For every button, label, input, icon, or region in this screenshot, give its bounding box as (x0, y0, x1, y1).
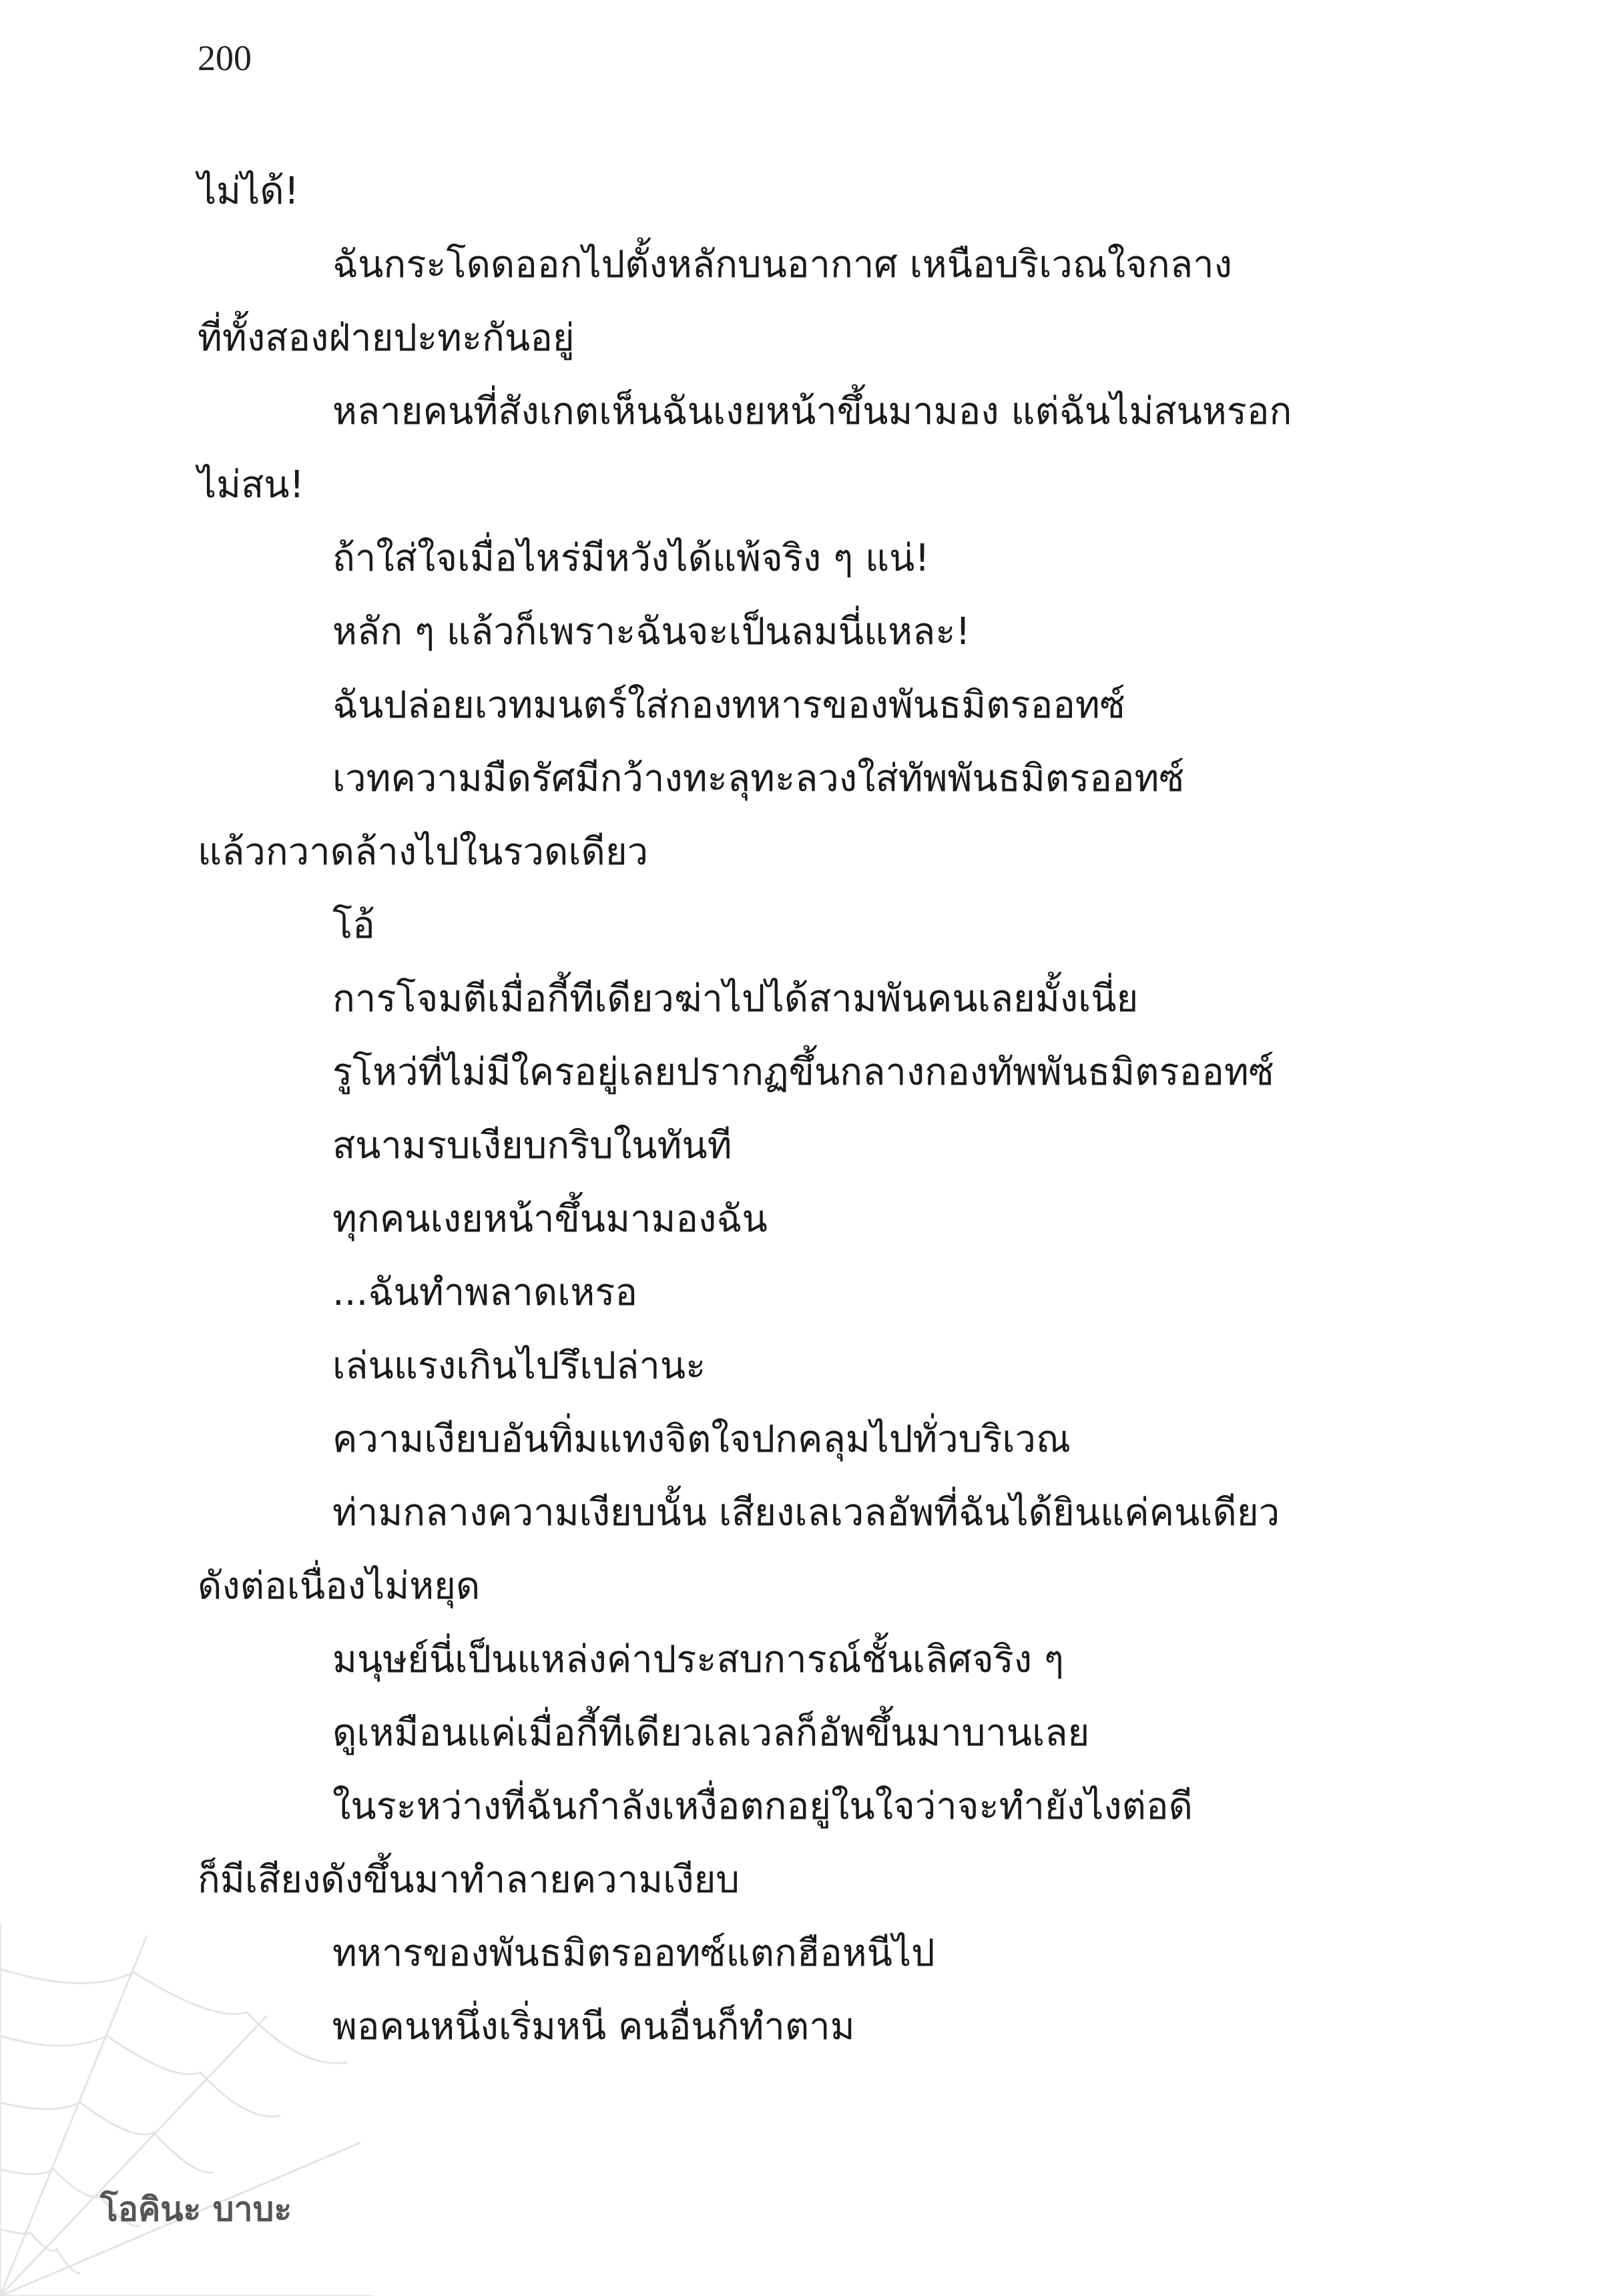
text-line: เล่นแรงเกินไปรึเปล่านะ (332, 1344, 706, 1388)
text-line: หลายคนที่สังเกตเห็นฉันเงยหน้าขึ้นมามอง แต่ฉันไม่สนหรอก (332, 390, 1292, 433)
text-line: ดังต่อเนื่องไม่หยุด (198, 1564, 481, 1608)
text-line: ...ฉันทำพลาดเหรอ (332, 1271, 637, 1314)
text-line: ในระหว่างที่ฉันกำลังเหงื่อตกอยู่ในใจว่าจะทำยังไงต่อดี (332, 1785, 1193, 1828)
text-line: ฉันปล่อยเวทมนตร์ใส่กองทหารของพันธมิตรออทซ์ (332, 683, 1125, 727)
text-line: รูโหว่ที่ไม่มีใครอยู่เลยปรากฏขึ้นกลางกองทัพพันธมิตรออทซ์ (332, 1051, 1274, 1094)
text-line: แล้วกวาดล้างไปในรวดเดียว (198, 830, 649, 874)
text-line: ท่ามกลางความเงียบนั้น เสียงเลเวลอัพที่ฉันได้ยินแค่คนเดียว (332, 1491, 1280, 1534)
text-line: สนามรบเงียบกริบในทันที (332, 1124, 732, 1167)
text-line: มนุษย์นี่เป็นแหล่งค่าประสบการณ์ชั้นเลิศจริง ๆ (332, 1638, 1064, 1681)
text-line: ที่ทั้งสองฝ่ายปะทะกันอยู่ (198, 316, 575, 360)
text-line: โอ้ (332, 904, 375, 947)
text-line: ทุกคนเงยหน้าขึ้นมามองฉัน (332, 1197, 768, 1241)
text-line: พอคนหนึ่งเริ่มหนี คนอื่นก็ทำตาม (332, 2005, 855, 2048)
text-line: ฉันกระโดดออกไปตั้งหลักบนอากาศ เหนือบริเวณใจกลาง (332, 243, 1232, 286)
text-line: ถ้าใส่ใจเมื่อไหร่มีหวังได้แพ้จริง ๆ แน่! (332, 537, 930, 580)
text-line: ทหารของพันธมิตรออทซ์แตกฮือหนีไป (332, 1932, 935, 1975)
body-text (198, 155, 1409, 2064)
text-line: เวทความมืดรัศมีกว้างทะลุทะลวงใส่ทัพพันธมิตรออทซ์ (332, 757, 1185, 800)
spider-web-icon (0, 1922, 374, 2296)
running-title: โอคินะ บาบะ (100, 2190, 292, 2229)
text-line: ความเงียบอันทิ่มแทงจิตใจปกคลุมไปทั่วบริเวณ (332, 1418, 1071, 1461)
text-line: หลัก ๆ แล้วก็เพราะฉันจะเป็นลมนี่แหละ! (332, 610, 971, 653)
page-number: 200 (198, 38, 252, 78)
text-line: ดูเหมือนแค่เมื่อกี้ทีเดียวเลเวลก็อัพขึ้นมาบานเลย (332, 1711, 1090, 1755)
text-line: การโจมตีเมื่อกี้ทีเดียวฆ่าไปได้สามพันคนเลยมั้งเนี่ย (332, 977, 1139, 1021)
text-line: ก็มีเสียงดังขึ้นมาทำลายความเงียบ (198, 1858, 740, 1902)
text-line: ไม่สน! (198, 463, 304, 507)
text-line: ไม่ได้! (198, 170, 300, 213)
